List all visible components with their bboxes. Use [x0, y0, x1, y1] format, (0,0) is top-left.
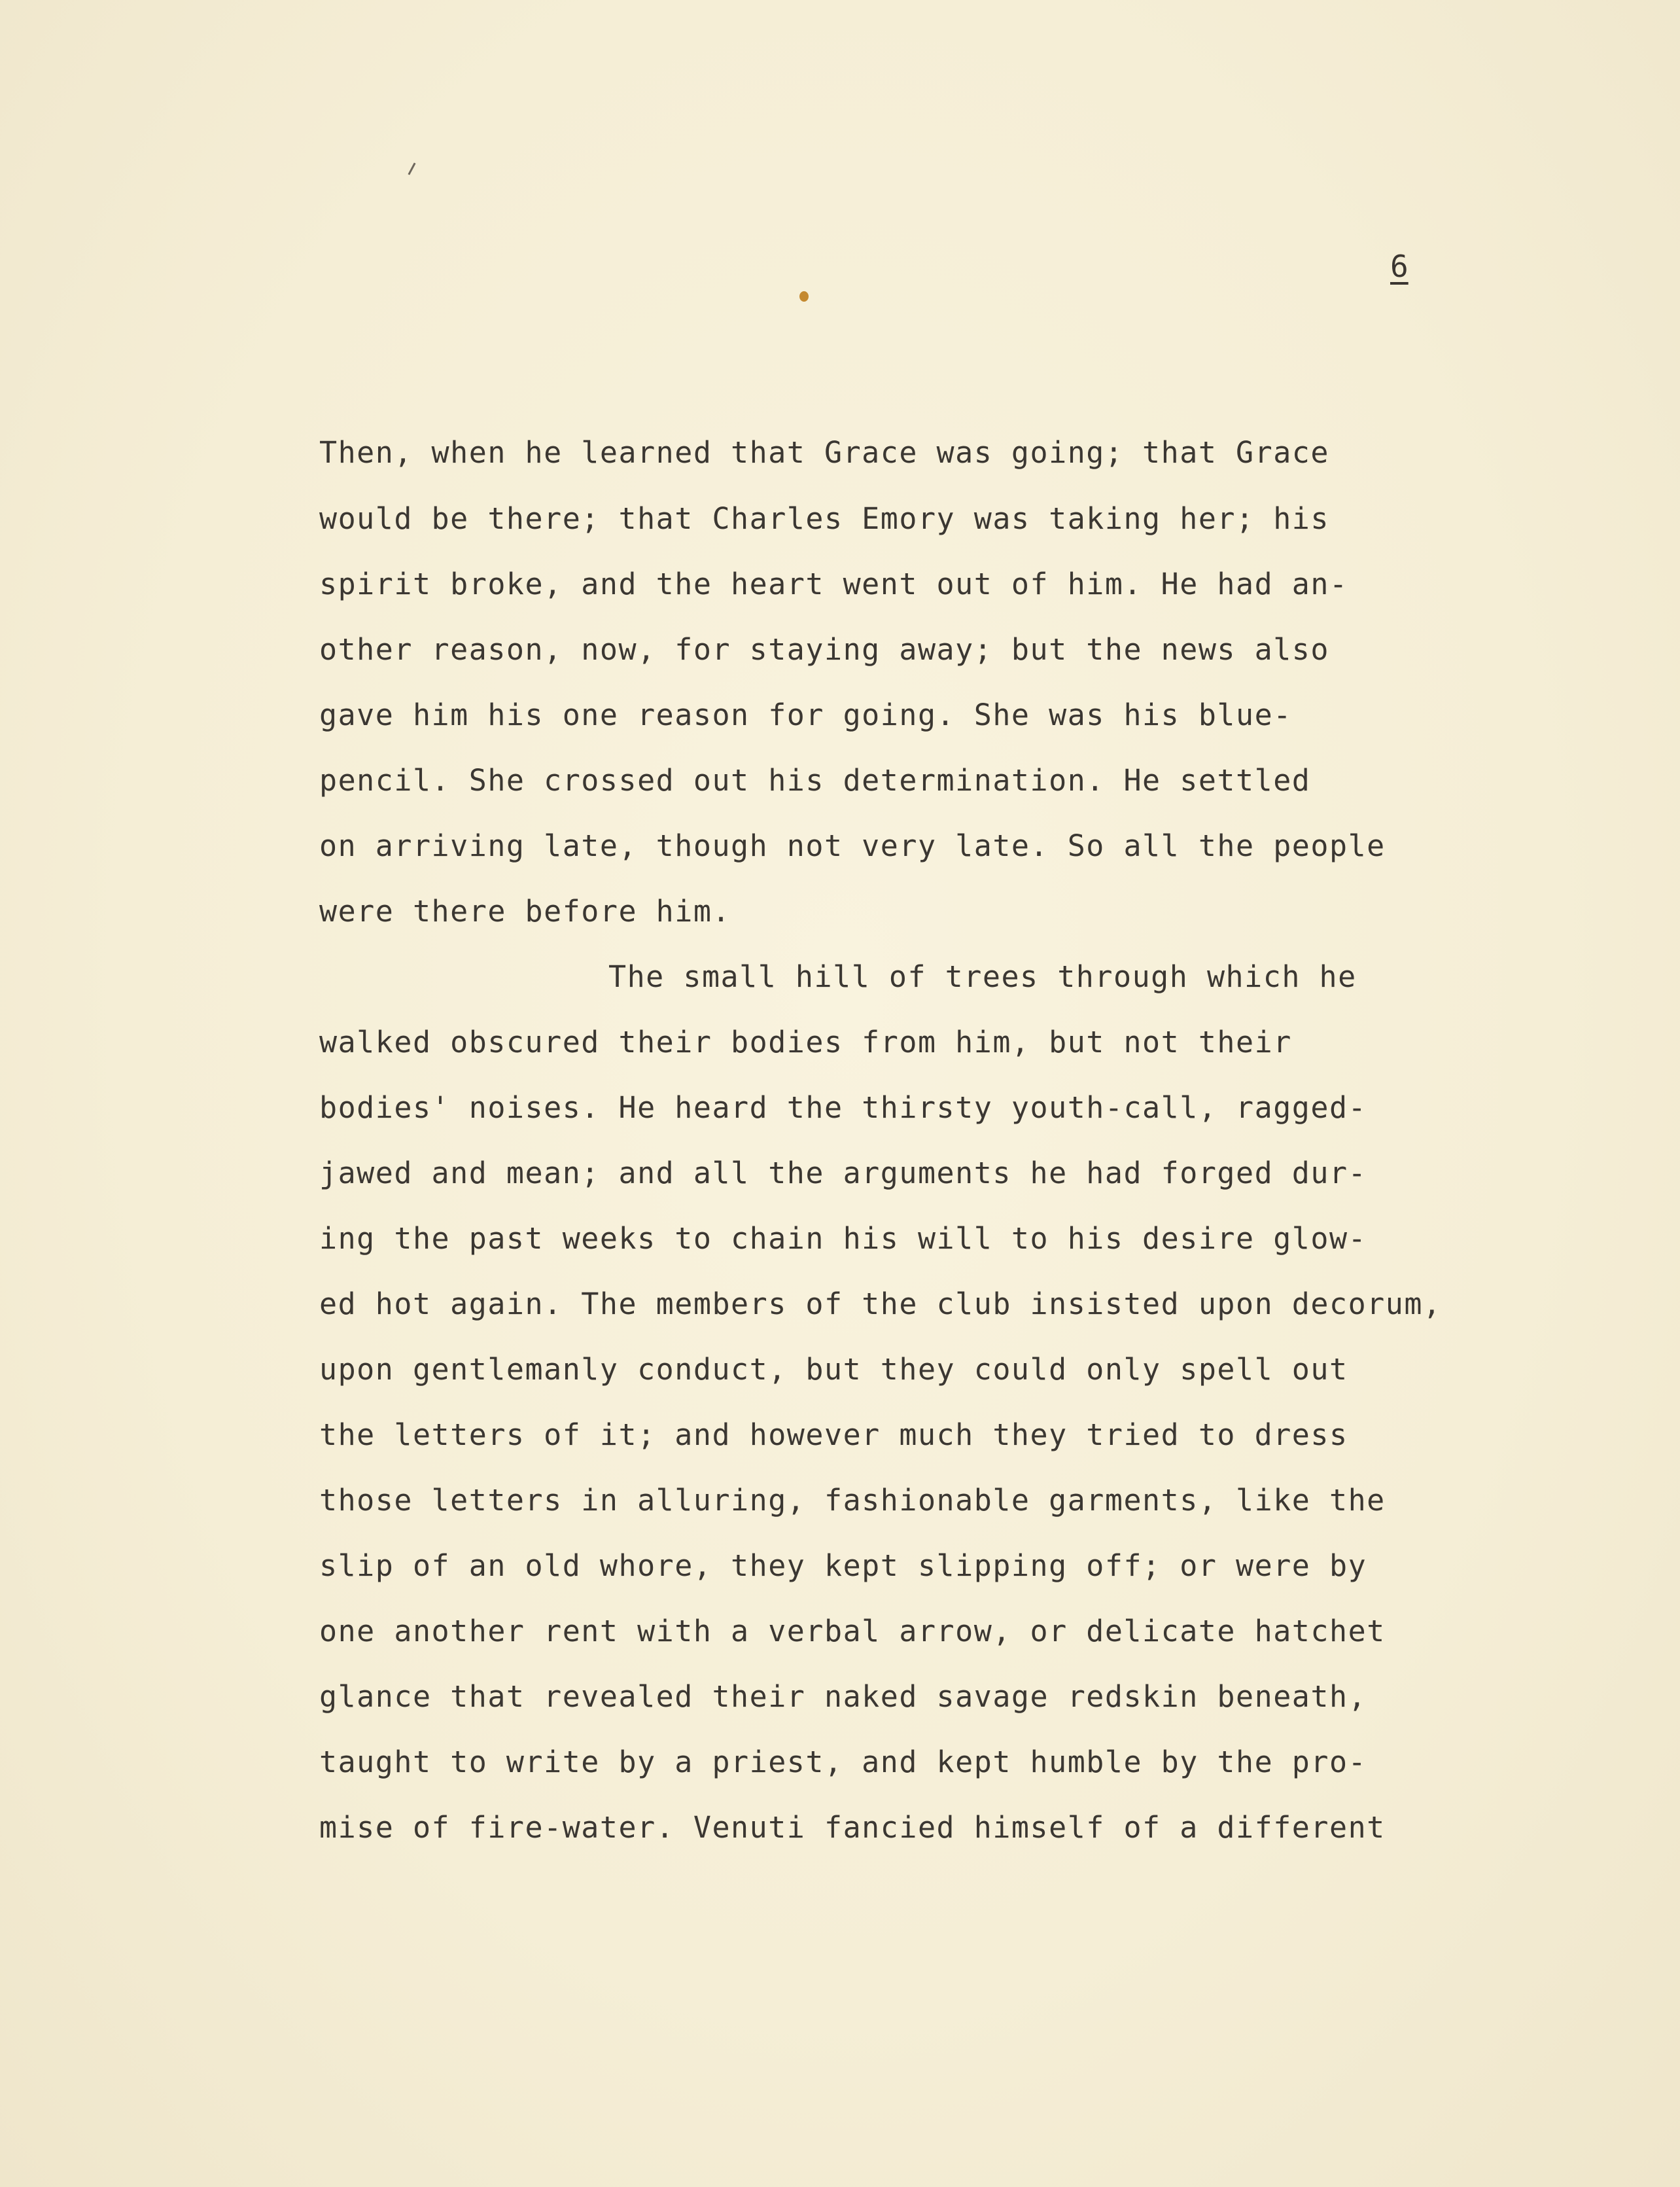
text-line: other reason, now, for staying away; but the news also: [319, 632, 1329, 667]
text-line: bodies' noises. He heard the thirsty youth-call, ragged-: [319, 1090, 1367, 1125]
text-line: upon gentlemanly conduct, but they could only spell out: [319, 1352, 1348, 1387]
text-line: glance that revealed their naked savage redskin beneath,: [319, 1679, 1367, 1714]
text-line: slip of an old whore, they kept slipping off; or were by: [319, 1548, 1367, 1583]
pencil-mark: [408, 162, 415, 175]
text-line: jawed and mean; and all the arguments he had forged dur-: [319, 1156, 1367, 1190]
text-line: were there before him.: [319, 894, 731, 929]
text-line: spirit broke, and the heart went out of him. He had an-: [319, 567, 1348, 601]
text-line: mise of fire-water. Venuti fancied himself of a different: [319, 1810, 1386, 1845]
text-line: ed hot again. The members of the club insisted upon decorum,: [319, 1287, 1442, 1321]
text-line: one another rent with a verbal arrow, or delicate hatchet: [319, 1614, 1386, 1648]
text-line: taught to write by a priest, and kept humble by the pro-: [319, 1745, 1367, 1779]
text-line: those letters in alluring, fashionable garments, like the: [319, 1483, 1386, 1518]
page-number: 6: [1390, 249, 1409, 284]
text-line: ing the past weeks to chain his will to his desire glow-: [319, 1221, 1367, 1256]
paper-stain: [799, 291, 809, 302]
text-line: The small hill of trees through which he: [608, 959, 1357, 994]
text-line: Then, when he learned that Grace was going; that Grace: [319, 435, 1329, 470]
text-line: pencil. She crossed out his determination. He settled: [319, 763, 1311, 798]
text-line: gave him his one reason for going. She was his blue-: [319, 698, 1292, 732]
text-line: on arriving late, though not very late. So all the people: [319, 828, 1386, 863]
text-line: would be there; that Charles Emory was taking her; his: [319, 501, 1329, 536]
text-line: the letters of it; and however much they tried to dress: [319, 1417, 1348, 1452]
text-line: walked obscured their bodies from him, but not their: [319, 1025, 1292, 1059]
